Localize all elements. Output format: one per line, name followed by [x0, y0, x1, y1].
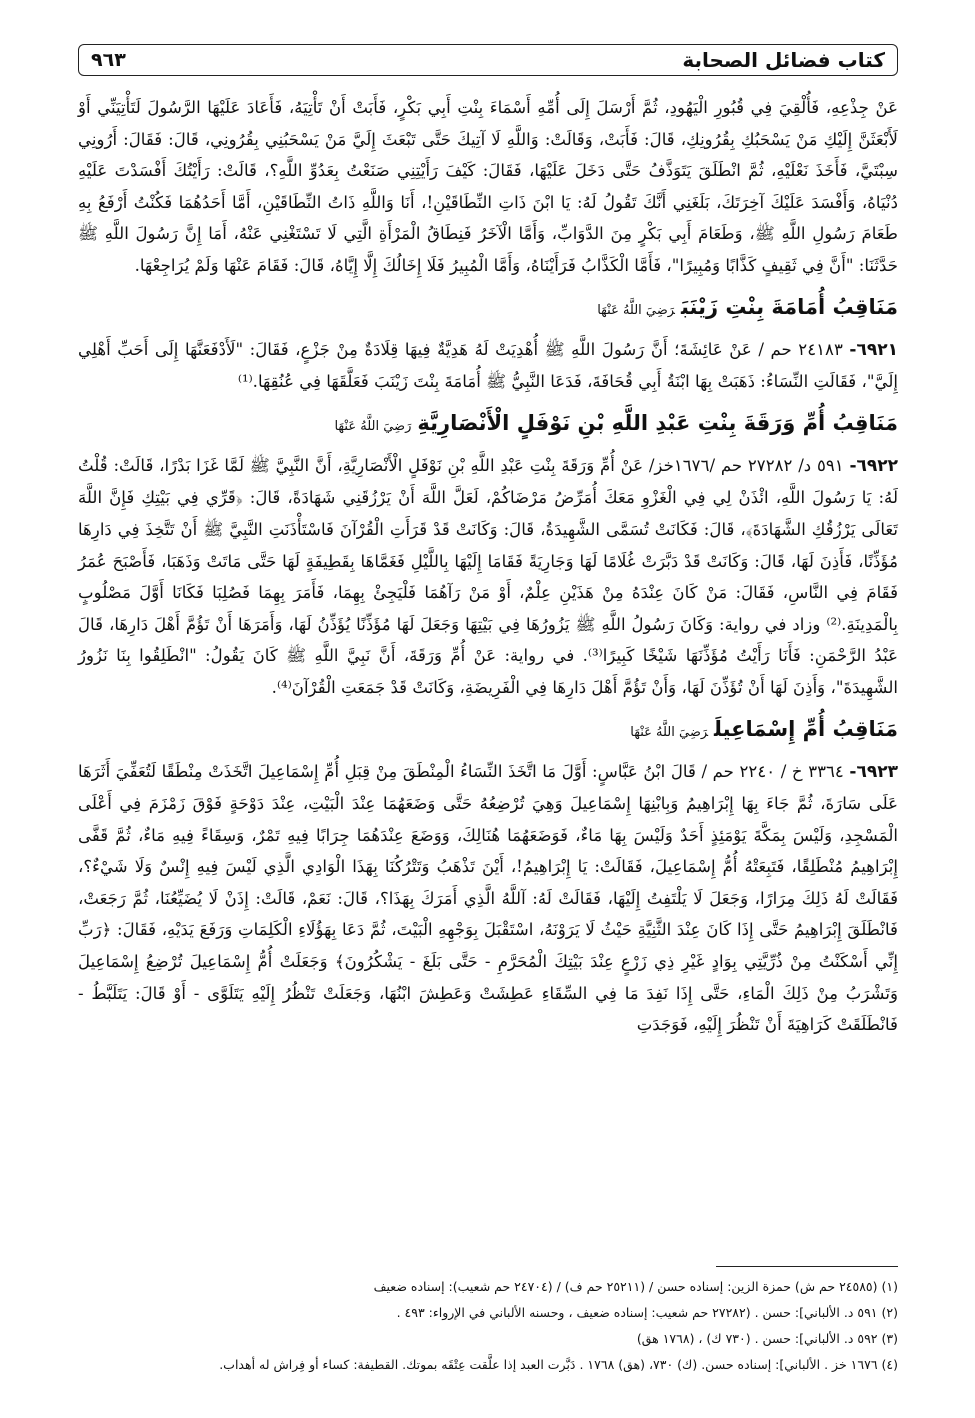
page-header: [78, 44, 898, 76]
hadith-6921: [78, 334, 898, 398]
footnotes: [78, 1274, 898, 1378]
honorific-mark: رَضِيَ اللَّهُ عَنْهَا: [630, 724, 709, 740]
main-text: [78, 92, 898, 1041]
honorific-mark: رَضِيَ اللَّهُ عَنْهَا: [597, 302, 675, 318]
section-heading-umm-waraqa: [78, 400, 898, 450]
page-number: ٩٦٣: [91, 49, 126, 71]
section-heading-umama: [78, 284, 898, 334]
footnote-1: (١) (٢٤٥٨٥ حم ش) حمزة الزين: إسناده حسن / (٢٥٢١١ حم ف) / (٢٤٧٠٤ حم شعيب): إسناده ضعيف: [373, 1279, 898, 1294]
section-title: مَنَاقِبُ أُمِّ وَرَقَةَ بِنْتِ عَبْدِ اللَّهِ بْنِ نَوْفَلٍ الْأَنْصَارِيَّةِ: [417, 410, 898, 435]
footnote-3: (٣) ٥٩٢ د. الألباني]: حسن . (٧٣٠ ك) ، (١٧٦٨ هق): [636, 1331, 898, 1346]
hadith-6922: [78, 450, 898, 704]
section-heading-umm-ismail: [78, 706, 898, 756]
section-title: مَنَاقِبُ أُمَامَةَ بِنْتِ زَيْنَبَ: [680, 294, 898, 319]
honorific-mark: رَضِيَ اللَّهُ عَنْهَا: [334, 418, 412, 434]
hadith-text: ٢٤١٨٣ حم / عَنْ عَائِشَةَ؛ أَنَّ رَسُولَ اللَّهِ ﷺ أُهْدِيَتْ لَهُ هَدِيَّةٌ فِيهَا قِلَادَةٌ مِنْ جَزْعٍ، فَقَالَ: "لَأَدْفَعَنَّهَا إِلَى أَحَبِّ أَهْلِي إِلَيَّ"، فَقَالَتِ النِّسَاءُ: ذَهَبَتْ بِهَا ابْنَةُ أَبِي قُحَافَةَ، فَدَعَا النَّبِيُّ ﷺ أُمَامَةَ بِنْتَ زَيْنَبَ فَعَلَّقَهَا فِي عُنُقِهَا.⁽¹⁾: [78, 339, 898, 392]
footnote-2: (٢) ٥٩١ د. الألباني]: حسن . (٢٧٢٨٢ حم شعيب: إسناده ضعيف ، وحسنه الألباني في الإرواء: ٤٩٣ .: [396, 1305, 898, 1320]
footnote-divider: [716, 1266, 898, 1267]
hadith-number: ٦٩٢٣-: [849, 761, 898, 782]
intro-paragraph: عَنْ جِذْعِهِ، فَأُلْقِيَ فِي قُبُورِ الْيَهُودِ، ثُمَّ أَرْسَلَ إِلَى أُمِّهِ أَسْمَاءَ بِنْتِ أَبِي بَكْرٍ، فَأَبَتْ أَنْ تَأْتِيَهُ، فَأَعَادَ عَلَيْهَا الرَّسُولَ لَتَأْتِيَنِّي أَوْ لَأَبْعَثَنَّ إِلَيْكِ مَنْ يَسْحَبُكِ بِقُرُونِكِ، قَالَ: فَأَبَتْ، وَقَالَتْ: وَاللَّهِ لَا آتِيكَ حَتَّى تَبْعَثَ إِلَيَّ مَنْ يَسْحَبُنِي بِقُرُونِي، قَالَ: فَقَالَ: أَرُونِي سِبْتَيَّ، فَأَخَذَ نَعْلَيْهِ، ثُمَّ انْطَلَقَ يَتَوَذَّفُ حَتَّى دَخَلَ عَلَيْهَا، فَقَالَ: كَيْفَ رَأَيْتِنِي صَنَعْتُ بِعَدُوِّ اللَّهِ؟، قَالَتْ: رَأَيْتُكَ أَفْسَدْتَ عَلَيْهِ دُنْيَاهُ، وَأَفْسَدَ عَلَيْكَ آخِرَتَكَ، بَلَغَنِي أَنَّكَ تَقُولُ لَهُ: يَا ابْنَ ذَاتِ النِّطَاقَيْنِ!، أَنَا وَاللَّهِ ذَاتُ النِّطَاقَيْنِ، أَمَّا أَحَدُهُمَا فَكُنْتُ أَرْفَعُ بِهِ طَعَامَ رَسُولِ اللَّهِ ﷺ، وَطَعَامَ أَبِي بَكْرٍ مِنَ الدَّوَابِّ، وَأَمَّا الْآخَرُ فَنِطَاقُ الْمَرْأَةِ الَّتِي لَا تَسْتَغْنِي عَنْهُ، أَمَا إِنَّ رَسُولَ اللَّهِ ﷺ حَدَّثَنَا: "أَنَّ فِي ثَقِيفٍ كَذَّابًا وَمُبِيرًا"، فَأَمَّا الْكَذَّابُ فَرَأَيْنَاهُ، وَأَمَّا الْمُبِيرُ فَلَا إِخَالُكَ إِلَّا إِيَّاهُ، قَالَ: فَقَامَ عَنْهَا وَلَمْ يُرَاجِعْهَا.: [78, 98, 898, 275]
section-title: مَنَاقِبُ أُمِّ إِسْمَاعِيلَ: [714, 716, 898, 741]
hadith-text: ٣٣٦٤ خ / ٢٢٤٠ حم / قَالَ ابْنُ عَبَّاسٍ: أَوَّلَ مَا اتَّخَذَ النِّسَاءُ الْمِنْطَقَ مِنْ قِبَلِ أُمِّ إِسْمَاعِيلَ اتَّخَذَتْ مِنْطَقًا لَتُعَفِّيَ أَثَرَهَا عَلَى سَارَةَ، ثُمَّ جَاءَ بِهَا إِبْرَاهِيمُ وَبِابْنِهَا إِسْمَاعِيلَ وَهِيَ تُرْضِعُهُ حَتَّى وَضَعَهُمَا عِنْدَ الْبَيْتِ، عِنْدَ دَوْحَةٍ فَوْقَ زَمْزَمَ فِي أَعْلَى الْمَسْجِدِ، وَلَيْسَ بِمَكَّةَ يَوْمَئِذٍ أَحَدٌ وَلَيْسَ بِهَا مَاءٌ، فَوَضَعَهُمَا هُنَالِكَ، وَوَضَعَ عِنْدَهُمَا جِرَابًا فِيهِ تَمْرٌ، وَسِقَاءً فِيهِ مَاءٌ، ثُمَّ قَفَّى إِبْرَاهِيمُ مُنْطَلِقًا، فَتَبِعَتْهُ أُمُّ إِسْمَاعِيلَ، فَقَالَتْ: يَا إِبْرَاهِيمُ!، أَيْنَ تَذْهَبُ وَتَتْرُكُنَا بِهَذَا الْوَادِي الَّذِي لَيْسَ فِيهِ إِنْسٌ وَلَا شَيْءٌ؟، فَقَالَتْ لَهُ ذَلِكَ مِرَارًا، وَجَعَلَ لَا يَلْتَفِتُ إِلَيْهَا، فَقَالَتْ لَهُ: آللَّهُ الَّذِي أَمَرَكَ بِهَذَا؟، قَالَ: نَعَمْ، قَالَتْ: إِذَنْ لَا يُضَيِّعُنَا، ثُمَّ رَجَعَتْ، فَانْطَلَقَ إِبْرَاهِيمُ حَتَّى إِذَا كَانَ عِنْدَ الثَّنِيَّةِ حَيْثُ لَا يَرَوْنَهُ، اسْتَقْبَلَ بِوَجْهِهِ الْبَيْتَ، ثُمَّ دَعَا بِهَؤُلَاءِ الْكَلِمَاتِ وَرَفَعَ يَدَيْهِ، فَقَالَ: ﴿رَبِّ إِنِّي أَسْكَنْتُ مِنْ ذُرِّيَّتِي بِوَادٍ غَيْرِ ذِي زَرْعٍ عِنْدَ بَيْتِكَ الْمُحَرَّمِ - حَتَّى بَلَغَ - يَشْكُرُونَ﴾ وَجَعَلَتْ أُمُّ إِسْمَاعِيلَ تُرْضِعُ إِسْمَاعِيلَ وَتَشْرَبُ مِنْ ذَلِكَ الْمَاءِ، حَتَّى إِذَا نَفِدَ مَا فِي السِّقَاءِ عَطِشَتْ وَعَطِشَ ابْنُهَا، وَجَعَلَتْ تَنْظُرُ إِلَيْهِ يَتَلَوَّى - أَوْ قَالَ: يَتَلَبَّطُ - فَانْطَلَقَتْ كَرَاهِيَةَ أَنْ تَنْظُرَ إِلَيْهِ، فَوَجَدَتِ: [78, 761, 898, 1035]
hadith-number: ٦٩٢٢-: [849, 455, 899, 476]
hadith-text: ٥٩١ د/ ٢٧٢٨٢ حم /١٦٧٦خز/ عَنْ أُمِّ وَرَقَةَ بِنْتِ عَبْدِ اللَّهِ بْنِ نَوْفَلٍ الْأَنْصَارِيَّةِ، أَنَّ النَّبِيَّ ﷺ لَمَّا غَزَا بَدْرًا، قَالَتْ: قُلْتُ لَهُ: يَا رَسُولَ اللَّهِ، ائْذَنْ لِي فِي الْغَزْوِ مَعَكَ أُمَرِّضُ مَرْضَاكُمْ، لَعَلَّ اللَّهَ أَنْ يَرْزُقَنِي شَهَادَةً، قَالَ: ﴿قَرِّي فِي بَيْتِكِ فَإِنَّ اللَّهَ تَعَالَى يَرْزُقُكِ الشَّهَادَةَ﴾، قَالَ: فَكَانَتْ تُسَمَّى الشَّهِيدَةُ، قَالَ: وَكَانَتْ قَدْ قَرَأَتِ الْقُرْآنَ فَاسْتَأْذَنَتِ النَّبِيَّ ﷺ أَنْ تَتَّخِذَ فِي دَارِهَا مُؤَذِّنًا، فَأَذِنَ لَهَا، قَالَ: وَكَانَتْ قَدْ دَبَّرَتْ غُلَامًا لَهَا وَجَارِيَةً فَقَامَا إِلَيْهَا بِاللَّيْلِ فَغَمَّاهَا بِقَطِيفَةٍ لَهَا حَتَّى مَاتَتْ وَذَهَبَا، فَأَصْبَحَ عُمَرُ فَقَامَ فِي النَّاسِ، فَقَالَ: مَنْ كَانَ عِنْدَهُ مِنْ هَذَيْنِ عِلْمٌ، أَوْ مَنْ رَآهُمَا فَلْيَجِئْ بِهِمَا، فَأَمَرَ بِهِمَا فَصُلِبَا فَكَانَا أَوَّلَ مَصْلُوبٍ بِالْمَدِينَةِ.⁽²⁾ وزاد في رواية: وَكَانَ رَسُولُ اللَّهِ ﷺ يَزُورُهَا فِي بَيْتِهَا وَجَعَلَ لَهَا مُؤَذِّنًا يُؤَذِّنُ لَهَا، وَأَمَرَهَا أَنْ تَؤُمَّ أَهْلَ دَارِهَا، قَالَ عَبْدُ الرَّحْمَنِ: فَأَنَا رَأَيْتُ مُؤَذِّنَهَا شَيْخًا كَبِيرًا⁽³⁾. في رواية: عَنْ أُمِّ وَرَقَةَ، أَنَّ نَبِيَّ اللَّهِ ﷺ كَانَ يَقُولُ: "انْطَلِقُوا بِنَا نَزُورُ الشَّهِيدَةَ"، وَأَذِنَ لَهَا أَنْ تُؤَذِّنَ لَهَا، وَأَنْ تَؤُمَّ أَهْلَ دَارِهَا فِي الْفَرِيضَةِ، وَكَانَتْ قَدْ جَمَعَتِ الْقُرْآنَ⁽⁴⁾.: [78, 455, 898, 697]
footnote-4: (٤) ١٦٧٦ خز . الألباني]: إسناده حسن. (ك) ٧٣٠، (هق) ١٧٦٨ . دَبَّرت العبد إذا علَّقت عِتْقَه بموتك. القطيفة: كساء أو فِراش له أهداب.: [219, 1357, 898, 1372]
book-title: كتاب فضائل الصحابة: [682, 48, 885, 72]
hadith-6923: [78, 756, 898, 1041]
hadith-number: ٦٩٢١-: [849, 339, 898, 360]
